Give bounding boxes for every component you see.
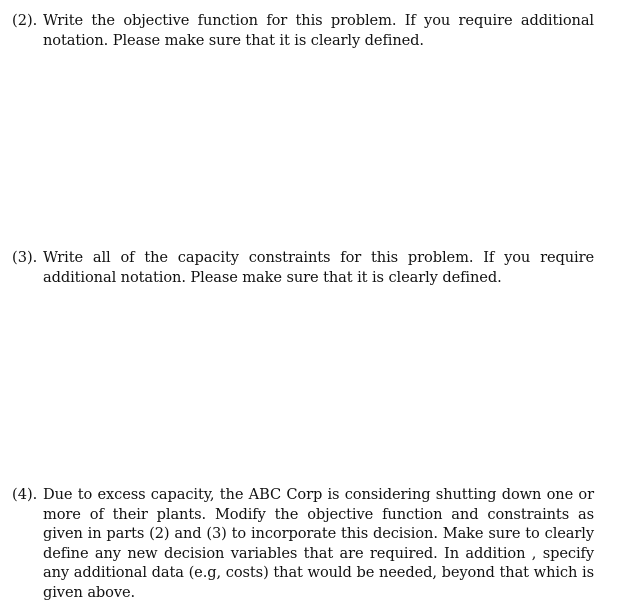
- question-text: Write the objective function for this problem. If you require additional notation. Please make sure that it is clearly defined.: [43, 12, 594, 49]
- question-number: (4).: [12, 486, 38, 503]
- question-3: [12, 248, 594, 287]
- question-text: Write all of the capacity constraints for this problem. If you require additional notation. Please make sure that it is clearly defined.: [43, 249, 594, 286]
- question-number: (3).: [12, 249, 38, 266]
- question-text: Due to excess capacity, the ABC Corp is considering shutting down one or more of their plants. Modify the objective function and constraints as given in parts (2) and (3) to incorporate this decision. Make sure to clearly define any new decision variables that are required. In addition , specify any additional data (e.g, costs) that would be needed, beyond that which is given above.: [43, 486, 594, 601]
- question-2: [12, 11, 594, 50]
- question-number: (2).: [12, 12, 38, 29]
- question-4: [12, 485, 594, 602]
